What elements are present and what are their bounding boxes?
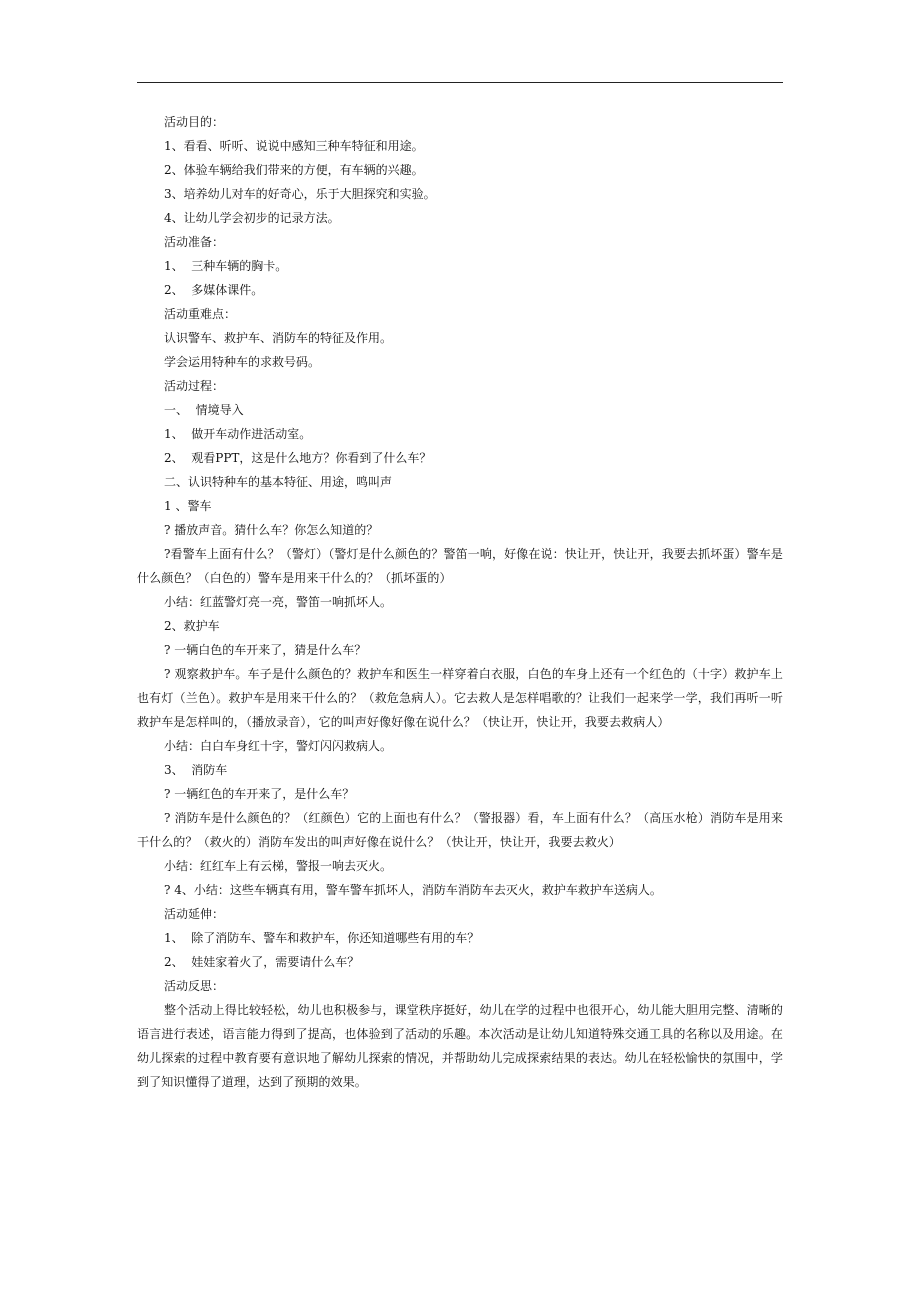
header-rule <box>137 82 783 83</box>
prep-item-2: 2、 多媒体课件。 <box>164 283 264 297</box>
police-car-summary: 小结：红蓝警灯亮一亮，警笛一响抓坏人。 <box>164 595 393 609</box>
goal-item-1: 1、看看、听听、说说中感知三种车特征和用途。 <box>164 139 424 153</box>
extension-item-2: 2、 娃娃家着火了，需要请什么车？ <box>164 955 360 969</box>
goal-item-2: 2、体验车辆给我们带来的方便，有车辆的兴趣。 <box>164 163 424 177</box>
key-point-2: 学会运用特种车的求救号码。 <box>164 355 321 369</box>
process-section-1: 一、 情境导入 <box>164 403 244 417</box>
reflection-paragraph: 整个活动上得比较轻松，幼儿也积极参与，课堂秩序挺好，幼儿在学的过程中也很开心，幼儿能大胆用完整、清晰的语言进行表述，语言能力得到了提高，也体验到了活动的乐趣。本次活动是让幼儿知道特殊交通工具的名称以及用途。在幼儿探索的过程中教育要有意识地了解幼儿探索的情况，并帮助幼儿完成探索结果的表达。幼儿在轻松愉快的氛围中，学到了知识懂得了道理，达到了预期的效果。 <box>137 1003 783 1089</box>
heading-extension: 活动延伸： <box>164 907 225 921</box>
ambulance-paragraph: ? 观察救护车。车子是什么颜色的？救护车和医生一样穿着白衣服，白色的车身上还有一个红色的（十字）救护车上也有灯（兰色）。救护车是用来干什么的？（救危急病人）。它去救人是怎样唱歌的？让我们一起来学一学，我们再听一听救护车是怎样叫的，（播放录音），它的叫声好像好像在说什么？（快让开，快让开，我要去救病人） <box>137 667 783 729</box>
police-car-paragraph: ?看警车上面有什么？（警灯）（警灯是什么颜色的？警笛一响，好像在说：快让开，快让开，我要去抓坏蛋）警车是什么颜色？（白色的）警车是用来干什么的？（抓坏蛋的） <box>137 547 783 585</box>
process-section-2: 二、认识特种车的基本特征、用途，鸣叫声 <box>164 475 393 489</box>
police-car-heading: 1 、警车 <box>164 499 212 513</box>
heading-reflection: 活动反思： <box>164 979 225 993</box>
heading-goals: 活动目的： <box>164 115 225 129</box>
fire-truck-paragraph: ? 消防车是什么颜色的？（红颜色）它的上面也有什么？（警报器）看，车上面有什么？（高压水枪）消防车是用来干什么的？（救火的）消防车发出的叫声好像在说什么？（快让开，快让开，我要去救火） <box>137 811 783 849</box>
fire-truck-summary: 小结：红红车上有云梯，警报一响去灭火。 <box>164 859 393 873</box>
prep-item-1: 1、 三种车辆的胸卡。 <box>164 259 288 273</box>
process-step-2: 2、 观看PPT，这是什么地方？你看到了什么车？ <box>164 451 432 465</box>
goal-item-3: 3、培养幼儿对车的好奇心，乐于大胆探究和实验。 <box>164 187 436 201</box>
document-body <box>137 110 783 1094</box>
fire-truck-q1: ? 一辆红色的车开来了，是什么车？ <box>164 787 355 801</box>
ambulance-q1: ? 一辆白色的车开来了，猜是什么车？ <box>164 643 367 657</box>
heading-process: 活动过程： <box>164 379 225 393</box>
ambulance-heading: 2、救护车 <box>164 619 220 633</box>
key-point-1: 认识警车、救护车、消防车的特征及作用。 <box>164 331 393 345</box>
police-car-q1: ? 播放声音。猜什么车？你怎么知道的？ <box>164 523 379 537</box>
heading-preparation: 活动准备： <box>164 235 225 249</box>
goal-item-4: 4、让幼儿学会初步的记录方法。 <box>164 211 340 225</box>
extension-item-1: 1、 除了消防车、警车和救护车，你还知道哪些有用的车？ <box>164 931 480 945</box>
heading-key-points: 活动重难点： <box>164 307 237 321</box>
fire-truck-heading: 3、 消防车 <box>164 763 228 777</box>
overall-summary: ? 4、小结：这些车辆真有用，警车警车抓坏人，消防车消防车去灭火，救护车救护车送病人。 <box>164 883 662 897</box>
ambulance-summary: 小结：白白车身红十字，警灯闪闪救病人。 <box>164 739 393 753</box>
process-step-1: 1、 做开车动作进活动室。 <box>164 427 312 441</box>
